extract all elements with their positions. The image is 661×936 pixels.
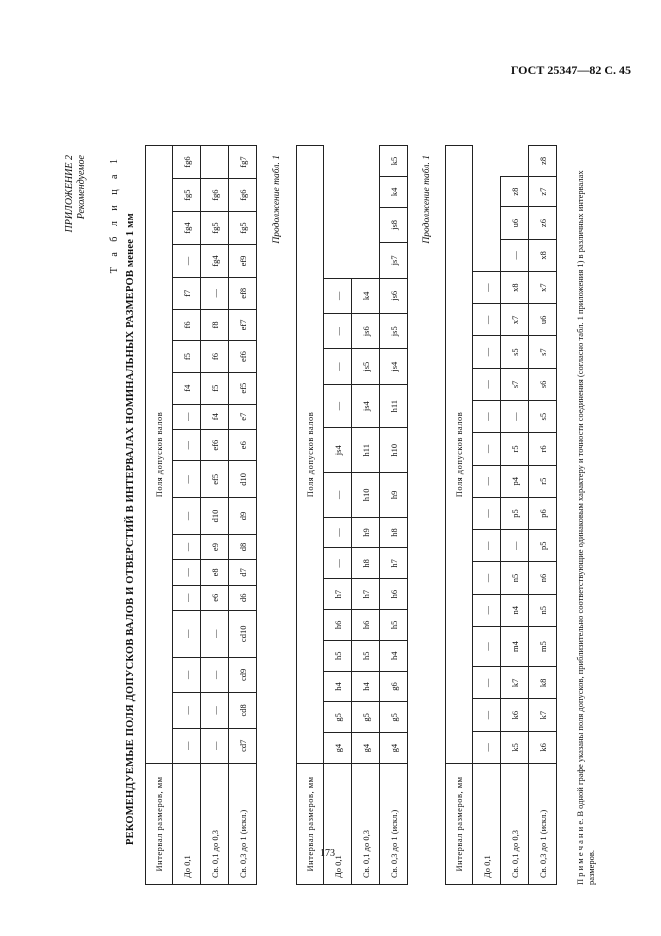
- tolerance-cell: h4: [324, 671, 352, 702]
- tolerance-cell: —: [324, 517, 352, 548]
- continuation-caption-1: Продолжение табл. 1: [272, 155, 282, 244]
- tolerance-cell: cd10: [229, 610, 257, 657]
- tolerance-cell: js5: [380, 314, 408, 349]
- tolerance-cell: —: [324, 349, 352, 384]
- table-row: [229, 146, 257, 885]
- range-cell: Св. 0,1 до 0,3: [501, 764, 529, 885]
- tolerance-cell: —: [473, 667, 501, 699]
- tolerance-cell: —: [473, 699, 501, 731]
- tolerance-cell: s7: [501, 368, 529, 400]
- tolerance-cell: g4: [324, 733, 352, 764]
- range-header: Интервал размеров, мм: [446, 764, 473, 885]
- range-cell: Св. 0,1 до 0,3: [352, 764, 380, 885]
- tolerance-cell: —: [173, 429, 201, 461]
- tolerance-cell: s5: [501, 336, 529, 368]
- tolerance-cell: h8: [352, 548, 380, 579]
- tolerance-cell: d9: [229, 498, 257, 535]
- appendix-subtitle: Рекомендуемое: [76, 155, 87, 220]
- tolerance-cell: r5: [529, 465, 557, 497]
- tolerance-cell: js7: [380, 243, 408, 278]
- tolerance-cell: fg5: [173, 179, 201, 212]
- tolerance-cell: x7: [529, 271, 557, 303]
- tolerance-cell: h5: [352, 640, 380, 671]
- tolerance-cell: —: [473, 336, 501, 368]
- tolerance-cell: js4: [352, 384, 380, 428]
- rotated-page-body: [60, 145, 620, 885]
- table-header-row: [297, 146, 324, 885]
- tolerance-cell: m5: [529, 626, 557, 666]
- tolerance-cell: —: [201, 657, 229, 692]
- tolerance-cell: cd9: [229, 657, 257, 692]
- table-note: П р и м е ч а н и е. В одной графе указаны поля допусков, приблизительно соответствующие одинаковым характеру и точности соединения (согласно табл. 1 приложения 1) в различных интервалах размеров.: [575, 170, 596, 885]
- tolerance-cell: js4: [324, 428, 352, 473]
- tolerance-cell: —: [473, 594, 501, 626]
- table-1-continued-a: [296, 145, 408, 885]
- tolerance-cell: js6: [380, 278, 408, 313]
- tolerance-cell: p6: [529, 497, 557, 529]
- tolerance-cell: h4: [380, 640, 408, 671]
- tolerance-cell: h10: [352, 473, 380, 518]
- tolerance-cell: fg5: [201, 212, 229, 245]
- tolerance-cell: fg5: [229, 212, 257, 245]
- tolerance-cell: f5: [173, 341, 201, 373]
- tolerance-cell: h10: [380, 428, 408, 473]
- tolerance-cell: h6: [380, 579, 408, 610]
- tolerance-cell: —: [473, 304, 501, 336]
- tolerance-cell: —: [324, 548, 352, 579]
- tolerance-cell: x8: [501, 271, 529, 303]
- tolerance-cell: f8: [201, 309, 229, 341]
- tolerance-cell: —: [473, 433, 501, 465]
- tolerance-cell: —: [473, 497, 501, 529]
- tolerance-cell: —: [473, 530, 501, 562]
- tolerance-cell: —: [173, 560, 201, 585]
- table-row: [501, 146, 529, 885]
- fields-header: Поля допусков валов: [146, 146, 173, 764]
- tolerance-cell: [201, 146, 229, 179]
- tolerance-cell: s5: [529, 401, 557, 433]
- tolerance-cell: js5: [352, 349, 380, 384]
- tolerance-cell: cd7: [229, 728, 257, 763]
- table-row: [201, 146, 229, 885]
- fields-header: Поля допусков валов: [446, 146, 473, 764]
- tolerance-cell: fg4: [201, 245, 229, 278]
- tolerance-cell: —: [473, 626, 501, 666]
- tolerance-cell: u6: [501, 207, 529, 239]
- tolerance-cell: d10: [229, 461, 257, 498]
- tolerance-cell: p4: [501, 465, 529, 497]
- tolerance-cell: js6: [352, 314, 380, 349]
- tolerance-cell: fg7: [229, 146, 257, 179]
- tolerance-cell: —: [173, 245, 201, 278]
- tolerance-cell: ef5: [201, 461, 229, 498]
- range-header: Интервал размеров, мм: [146, 764, 173, 885]
- table1-caption: Т а б л и ц а 1: [109, 155, 120, 274]
- range-cell: Св. 0,3 до 1 (искл.): [529, 764, 557, 885]
- table-header-row: [446, 146, 473, 885]
- tolerance-cell: —: [324, 384, 352, 428]
- fields-header: Поля допусков валов: [297, 146, 324, 764]
- tolerance-cell: ef7: [229, 309, 257, 341]
- tolerance-cell: h11: [380, 384, 408, 428]
- tolerance-cell: ef6: [201, 429, 229, 461]
- tolerance-cell: h9: [352, 517, 380, 548]
- tolerance-cell: —: [201, 693, 229, 728]
- tolerance-cell: —: [473, 271, 501, 303]
- tolerance-cell: ef5: [229, 372, 257, 404]
- table-1: [145, 145, 257, 885]
- tolerance-cell: —: [173, 693, 201, 728]
- tolerance-cell: k6: [529, 731, 557, 763]
- tolerance-cell: k5: [501, 731, 529, 763]
- tolerance-cell: h7: [324, 579, 352, 610]
- tolerance-cell: ef6: [229, 341, 257, 373]
- tolerance-cell: —: [501, 530, 529, 562]
- tolerance-cell: fg6: [229, 179, 257, 212]
- tolerance-cell: e6: [229, 429, 257, 461]
- tolerance-cell: h11: [352, 428, 380, 473]
- tolerance-cell: f4: [201, 404, 229, 429]
- tolerance-cell: —: [173, 404, 201, 429]
- tolerance-cell: n5: [501, 562, 529, 594]
- tolerance-cell: —: [173, 534, 201, 559]
- tolerance-cell: ef9: [229, 245, 257, 278]
- tolerance-cell: —: [324, 473, 352, 518]
- tolerance-cell: x8: [529, 239, 557, 271]
- tolerance-cell: —: [201, 277, 229, 309]
- tolerance-cell: —: [473, 368, 501, 400]
- tolerance-cell: z6: [529, 207, 557, 239]
- tolerance-cell: h7: [380, 548, 408, 579]
- tolerance-cell: h5: [380, 610, 408, 641]
- tolerance-cell: s6: [529, 368, 557, 400]
- tolerance-cell: fg4: [173, 212, 201, 245]
- tolerance-cell: k4: [380, 176, 408, 207]
- table-row: [324, 146, 352, 885]
- tolerance-cell: u6: [529, 304, 557, 336]
- page-number: 173: [320, 848, 335, 859]
- tolerance-cell: —: [324, 314, 352, 349]
- range-header: Интервал размеров, мм: [297, 764, 324, 885]
- tolerance-cell: k8: [529, 667, 557, 699]
- table-row: [352, 146, 380, 885]
- tolerance-cell: d10: [201, 498, 229, 535]
- tolerance-cell: z8: [529, 146, 557, 177]
- tolerance-cell: k4: [352, 278, 380, 313]
- tolerance-cell: g5: [380, 702, 408, 733]
- tolerance-cell: m4: [501, 626, 529, 666]
- range-cell: Св. 0,3 до 1 (искл.): [229, 764, 257, 885]
- tolerance-cell: h9: [380, 473, 408, 518]
- tolerance-cell: —: [324, 278, 352, 313]
- tolerance-cell: —: [473, 401, 501, 433]
- tolerance-cell: ef8: [229, 277, 257, 309]
- range-cell: До 0,1: [324, 764, 352, 885]
- tolerance-cell: h7: [352, 579, 380, 610]
- tolerance-cell: f5: [201, 372, 229, 404]
- tolerance-cell: cd8: [229, 693, 257, 728]
- tolerance-cell: g6: [380, 671, 408, 702]
- tolerance-cell: fg6: [173, 146, 201, 179]
- range-cell: Св. 0,3 до 1 (искл.): [380, 764, 408, 885]
- tolerance-cell: e9: [201, 534, 229, 559]
- tolerance-cell: x7: [501, 304, 529, 336]
- tolerance-cell: r5: [501, 433, 529, 465]
- tolerance-cell: js4: [380, 349, 408, 384]
- tolerance-cell: g5: [324, 702, 352, 733]
- tolerance-cell: r6: [529, 433, 557, 465]
- tolerance-cell: d6: [229, 585, 257, 610]
- tolerance-cell: —: [173, 461, 201, 498]
- range-cell: До 0,1: [473, 764, 501, 885]
- tolerance-cell: js8: [380, 207, 408, 242]
- tolerance-cell: n5: [529, 594, 557, 626]
- tolerance-cell: fg6: [201, 179, 229, 212]
- appendix-title: ПРИЛОЖЕНИЕ 2: [64, 155, 75, 233]
- tolerance-cell: —: [173, 610, 201, 657]
- tolerance-cell: —: [201, 610, 229, 657]
- tolerance-cell: z8: [501, 176, 529, 207]
- tolerance-cell: g4: [352, 733, 380, 764]
- table-row: [380, 146, 408, 885]
- tolerance-cell: —: [201, 728, 229, 763]
- table-row: [529, 146, 557, 885]
- tolerance-cell: h4: [352, 671, 380, 702]
- tolerance-cell: —: [173, 498, 201, 535]
- tolerance-cell: k7: [501, 667, 529, 699]
- tolerance-cell: f6: [201, 341, 229, 373]
- tolerance-cell: k7: [529, 699, 557, 731]
- tolerance-cell: d7: [229, 560, 257, 585]
- tolerance-cell: z7: [529, 176, 557, 207]
- tolerance-cell: e7: [229, 404, 257, 429]
- page-header: ГОСТ 25347—82 С. 45: [510, 63, 631, 77]
- tolerance-cell: d8: [229, 534, 257, 559]
- tolerance-cell: k5: [380, 146, 408, 177]
- tolerance-cell: h6: [324, 610, 352, 641]
- tolerance-cell: e8: [201, 560, 229, 585]
- tolerance-cell: —: [173, 728, 201, 763]
- tolerance-cell: s7: [529, 336, 557, 368]
- tolerance-cell: —: [473, 465, 501, 497]
- tolerance-cell: p5: [501, 497, 529, 529]
- continuation-caption-2: Продолжение табл. 1: [422, 155, 432, 244]
- tolerance-cell: f6: [173, 309, 201, 341]
- tolerance-cell: k6: [501, 699, 529, 731]
- tolerance-cell: —: [501, 401, 529, 433]
- table-header-row: [146, 146, 173, 885]
- tolerance-cell: —: [501, 239, 529, 271]
- tolerance-cell: —: [173, 585, 201, 610]
- tolerance-cell: —: [473, 562, 501, 594]
- tolerance-cell: f7: [173, 277, 201, 309]
- table-1-continued-b: [445, 145, 557, 885]
- tolerance-cell: h8: [380, 517, 408, 548]
- tolerance-cell: h6: [352, 610, 380, 641]
- range-cell: До 0,1: [173, 764, 201, 885]
- tolerance-cell: n6: [529, 562, 557, 594]
- tolerance-cell: f4: [173, 372, 201, 404]
- tolerance-cell: n4: [501, 594, 529, 626]
- tolerance-cell: p5: [529, 530, 557, 562]
- tolerance-cell: e6: [201, 585, 229, 610]
- table-row: [173, 146, 201, 885]
- tolerance-cell: g5: [352, 702, 380, 733]
- document-title: РЕКОМЕНДУЕМЫЕ ПОЛЯ ДОПУСКОВ ВАЛОВ И ОТВЕРСТИЙ В ИНТЕРВАЛАХ НОМИНАЛЬНЫХ РАЗМЕРОВ менее 1 мм: [125, 213, 136, 845]
- tolerance-cell: —: [173, 657, 201, 692]
- appendix-label: [64, 155, 88, 233]
- tolerance-cell: h5: [324, 640, 352, 671]
- tolerance-cell: —: [473, 731, 501, 763]
- tolerance-cell: g4: [380, 733, 408, 764]
- range-cell: Св. 0,1 до 0,3: [201, 764, 229, 885]
- table-row: [473, 146, 501, 885]
